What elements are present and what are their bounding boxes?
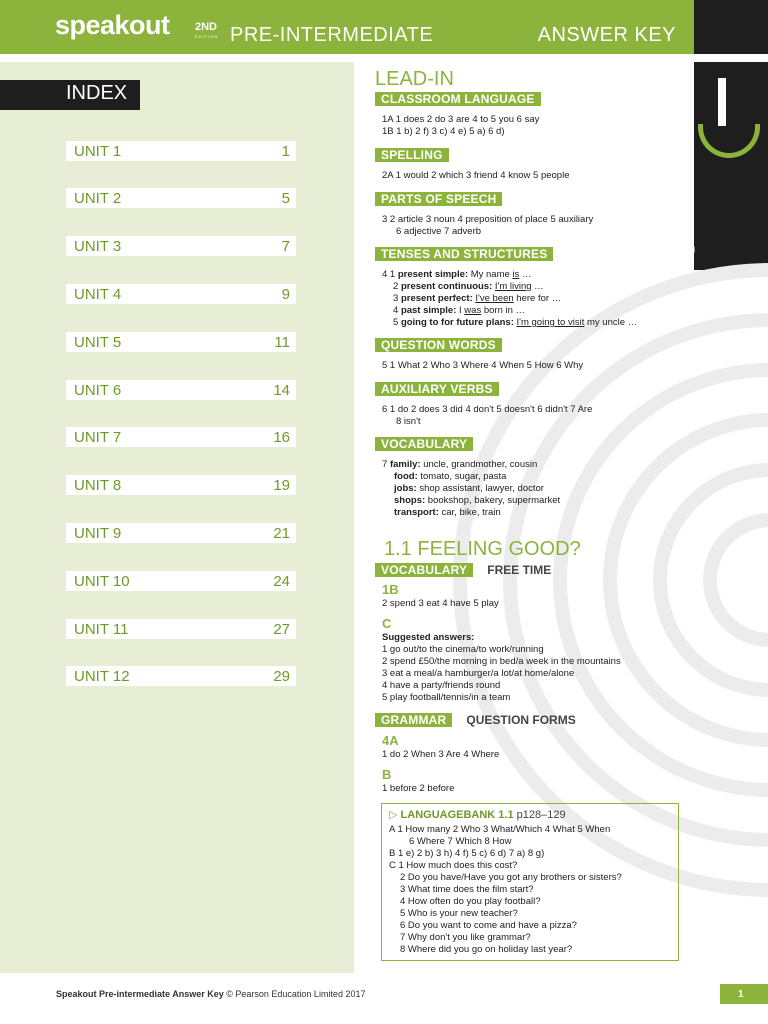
unit-page: 11 bbox=[274, 334, 290, 351]
languagebank-pages: p128–129 bbox=[516, 809, 566, 821]
answer-line: 5 1 What 2 Who 3 Where 4 When 5 How 6 Why bbox=[382, 360, 584, 371]
answer-line: 3 What time does the film start? bbox=[400, 884, 534, 895]
languagebank-box bbox=[381, 803, 679, 961]
unit-link[interactable] bbox=[66, 332, 296, 352]
answer-label: food: bbox=[394, 471, 418, 482]
unit-label: UNIT 12 bbox=[74, 668, 130, 685]
answer-text: tomato, sugar, pasta bbox=[417, 471, 507, 482]
answer-label: transport: bbox=[394, 507, 439, 518]
unit-label: UNIT 5 bbox=[74, 334, 122, 351]
answer-line: A 1 How many 2 Who 3 What/Which 4 What 5 When bbox=[389, 824, 611, 835]
answer-line bbox=[382, 317, 690, 329]
unit-label: UNIT 6 bbox=[74, 382, 122, 399]
answer-line bbox=[382, 507, 690, 519]
header-corner bbox=[694, 0, 768, 54]
section-tag: GRAMMAR bbox=[375, 713, 452, 727]
answer-text: … bbox=[519, 269, 532, 280]
answer-line: 2 spend £50/the morning in bed/a week in the mountains bbox=[382, 656, 621, 667]
answer-line bbox=[382, 495, 690, 507]
exercise-heading: 1B bbox=[382, 582, 399, 597]
unit-page: 16 bbox=[273, 429, 290, 446]
answer-line bbox=[382, 269, 690, 281]
unit-label: UNIT 7 bbox=[74, 429, 122, 446]
item-number: 2 bbox=[393, 281, 399, 292]
unit-number-mark bbox=[718, 78, 726, 126]
lesson-title: 1.1 FEELING GOOD? bbox=[384, 538, 581, 560]
answer-label: family: bbox=[389, 459, 421, 470]
answer-label: shops: bbox=[394, 495, 426, 506]
answer-block bbox=[382, 170, 690, 182]
answer-line: 2A 1 would 2 which 3 friend 4 know 5 people bbox=[382, 170, 570, 181]
unit-link[interactable] bbox=[66, 666, 296, 686]
answer-line: C 1 How much does this cost? bbox=[389, 860, 518, 871]
exercise-heading: B bbox=[382, 767, 392, 782]
answer-line: 6 Where 7 Which 8 How bbox=[409, 836, 512, 847]
answer-line bbox=[382, 483, 690, 495]
unit-label: UNIT 1 bbox=[74, 143, 122, 160]
section-tag: QUESTION WORDS bbox=[375, 338, 502, 352]
answer-text: born in … bbox=[481, 305, 526, 316]
unit-link[interactable] bbox=[66, 427, 296, 447]
answer-line: 5 Who is your new teacher? bbox=[400, 908, 518, 919]
edition-badge bbox=[195, 22, 218, 42]
unit-label: UNIT 10 bbox=[74, 573, 130, 590]
section-subtitle: FREE TIME bbox=[487, 563, 552, 577]
unit-link[interactable] bbox=[66, 141, 296, 161]
unit-page: 5 bbox=[281, 190, 290, 207]
item-number: 4 bbox=[393, 305, 399, 316]
section-tag: VOCABULARY bbox=[375, 437, 473, 451]
section-tag: CLASSROOM LANGUAGE bbox=[375, 92, 541, 106]
exercise-heading: 4A bbox=[382, 733, 399, 748]
answer-line: B 1 e) 2 b) 3 h) 4 f) 5 c) 6 d) 7 a) 8 g) bbox=[389, 848, 545, 859]
unit-title-vertical: Life bbox=[658, 244, 702, 316]
answer-line: 2 spend 3 eat 4 have 5 play bbox=[382, 598, 499, 609]
unit-side-tab bbox=[658, 62, 768, 316]
answer-label: present perfect: bbox=[400, 293, 473, 304]
page-number: 1 bbox=[720, 984, 768, 1004]
answer-line bbox=[382, 281, 690, 293]
answer-underlined: I'm going to visit bbox=[516, 317, 585, 328]
answer-label: present continuous: bbox=[400, 281, 493, 292]
answer-label: present simple: bbox=[397, 269, 469, 280]
brand-logo: speakout bbox=[55, 10, 170, 40]
unit-link[interactable] bbox=[66, 380, 296, 400]
answer-line: 1 go out/to the cinema/to work/running bbox=[382, 644, 544, 655]
answer-text: shop assistant, lawyer, doctor bbox=[416, 483, 544, 494]
section-heading-row bbox=[375, 713, 690, 727]
languagebank-title: LANGUAGEBANK 1.1 bbox=[400, 809, 514, 821]
doc-type-title: ANSWER KEY bbox=[537, 24, 676, 46]
languagebank-header bbox=[389, 808, 672, 821]
unit-label: UNIT 4 bbox=[74, 286, 122, 303]
section-subtitle: QUESTION FORMS bbox=[466, 713, 576, 727]
level-title: PRE-INTERMEDIATE bbox=[230, 24, 434, 46]
answer-line: 8 isn't bbox=[396, 416, 421, 427]
section-tag: VOCABULARY bbox=[375, 563, 473, 577]
unit-page: 19 bbox=[273, 477, 290, 494]
unit-label: UNIT 3 bbox=[74, 238, 122, 255]
footer-title: Speakout Pre-intermediate Answer Key bbox=[56, 989, 224, 999]
section-heading-row bbox=[375, 563, 690, 577]
answer-text: I bbox=[456, 305, 465, 316]
answer-line: 5 play football/tennis/in a team bbox=[382, 692, 511, 703]
unit-label: UNIT 9 bbox=[74, 525, 122, 542]
unit-page: 1 bbox=[281, 143, 290, 160]
answer-label: jobs: bbox=[394, 483, 417, 494]
answer-text: uncle, grandmother, cousin bbox=[420, 459, 538, 470]
answer-line bbox=[382, 471, 690, 483]
answer-text: … bbox=[531, 281, 544, 292]
index-heading bbox=[0, 80, 140, 110]
unit-link[interactable] bbox=[66, 284, 296, 304]
answer-label: going to for future plans: bbox=[400, 317, 514, 328]
answer-block bbox=[382, 360, 690, 372]
answer-underlined: is bbox=[512, 269, 520, 280]
answer-underlined: I've been bbox=[475, 293, 514, 304]
answer-line: 4 have a party/friends round bbox=[382, 680, 501, 691]
exercise-heading: C bbox=[382, 616, 392, 631]
unit-link[interactable] bbox=[66, 523, 296, 543]
exercise-block bbox=[382, 733, 690, 795]
unit-link[interactable] bbox=[66, 571, 296, 591]
unit-page: 24 bbox=[273, 573, 290, 590]
answer-line: 6 adjective 7 adverb bbox=[396, 226, 482, 237]
answer-block bbox=[382, 269, 690, 329]
item-number: 5 bbox=[393, 317, 399, 328]
answer-block bbox=[382, 214, 690, 238]
unit-page: 7 bbox=[281, 238, 290, 255]
answer-line: 3 2 article 3 noun 4 preposition of place 5 auxiliary bbox=[382, 214, 594, 225]
unit-label: UNIT 11 bbox=[74, 621, 129, 638]
answer-underlined: I'm living bbox=[494, 281, 532, 292]
section-tag: PARTS OF SPEECH bbox=[375, 192, 502, 206]
answer-line: 3 eat a meal/a hamburger/a lot/at home/alone bbox=[382, 668, 575, 679]
answer-line: 6 Do you want to come and have a pizza? bbox=[400, 920, 577, 931]
unit-page: 14 bbox=[273, 382, 290, 399]
section-tag: AUXILIARY VERBS bbox=[375, 382, 499, 396]
item-number: 7 bbox=[382, 459, 390, 470]
answer-block bbox=[382, 404, 690, 428]
answer-line bbox=[382, 459, 690, 471]
item-number: 3 bbox=[393, 293, 399, 304]
exercise-block bbox=[382, 582, 690, 704]
answer-text: car, bike, train bbox=[438, 507, 501, 518]
answer-line: 4 How often do you play football? bbox=[400, 896, 541, 907]
answer-line: 1B 1 b) 2 f) 3 c) 4 e) 5 a) 6 d) bbox=[382, 126, 505, 137]
header-bar bbox=[0, 0, 694, 54]
answer-line: 1A 1 does 2 do 3 are 4 to 5 you 6 say bbox=[382, 114, 540, 125]
unit-link[interactable] bbox=[66, 236, 296, 256]
item-number: 4 1 bbox=[382, 269, 396, 280]
section-tag: TENSES AND STRUCTURES bbox=[375, 247, 553, 261]
answer-line: 7 Why don't you like grammar? bbox=[400, 932, 531, 943]
unit-link[interactable] bbox=[66, 619, 296, 639]
answer-text: my uncle … bbox=[584, 317, 638, 328]
answer-key-content bbox=[375, 62, 690, 961]
index-title: INDEX bbox=[66, 82, 128, 104]
footer bbox=[56, 989, 365, 999]
answer-line: 6 1 do 2 does 3 did 4 don't 5 doesn't 6 didn't 7 Are bbox=[382, 404, 593, 415]
answer-underlined: was bbox=[464, 305, 482, 316]
answer-block bbox=[389, 824, 672, 956]
answer-line bbox=[382, 293, 690, 305]
smile-icon bbox=[698, 124, 760, 158]
unit-label: UNIT 8 bbox=[74, 477, 122, 494]
answer-line bbox=[382, 305, 690, 317]
unit-link[interactable] bbox=[66, 188, 296, 208]
answer-line: 2 Do you have/Have you got any brothers or sisters? bbox=[400, 872, 622, 883]
answer-note: Suggested answers: bbox=[382, 632, 475, 643]
section-title: LEAD-IN bbox=[375, 68, 454, 90]
unit-page: 9 bbox=[281, 286, 290, 303]
section-tag: SPELLING bbox=[375, 148, 449, 162]
answer-block bbox=[382, 459, 690, 519]
unit-page: 21 bbox=[273, 525, 290, 542]
answer-line: 1 do 2 When 3 Are 4 Where bbox=[382, 749, 500, 760]
answer-text: here for … bbox=[513, 293, 562, 304]
edition-small-label: EDITION bbox=[195, 34, 219, 39]
footer-copyright: © Pearson Education Limited 2017 bbox=[226, 989, 366, 999]
unit-link[interactable] bbox=[66, 475, 296, 495]
answer-text: bookshop, bakery, supermarket bbox=[425, 495, 561, 506]
answer-block bbox=[382, 114, 690, 138]
play-arrow-icon: ▷ bbox=[389, 809, 398, 821]
answer-block bbox=[382, 632, 690, 704]
unit-page: 29 bbox=[273, 668, 290, 685]
answer-label: past simple: bbox=[400, 305, 457, 316]
answer-line: 1 before 2 before bbox=[382, 783, 455, 794]
answer-text: My name bbox=[468, 269, 513, 280]
unit-label: UNIT 2 bbox=[74, 190, 122, 207]
edition-label: 2ND bbox=[195, 21, 218, 33]
answer-line: 8 Where did you go on holiday last year? bbox=[400, 944, 573, 955]
unit-page: 27 bbox=[273, 621, 290, 638]
